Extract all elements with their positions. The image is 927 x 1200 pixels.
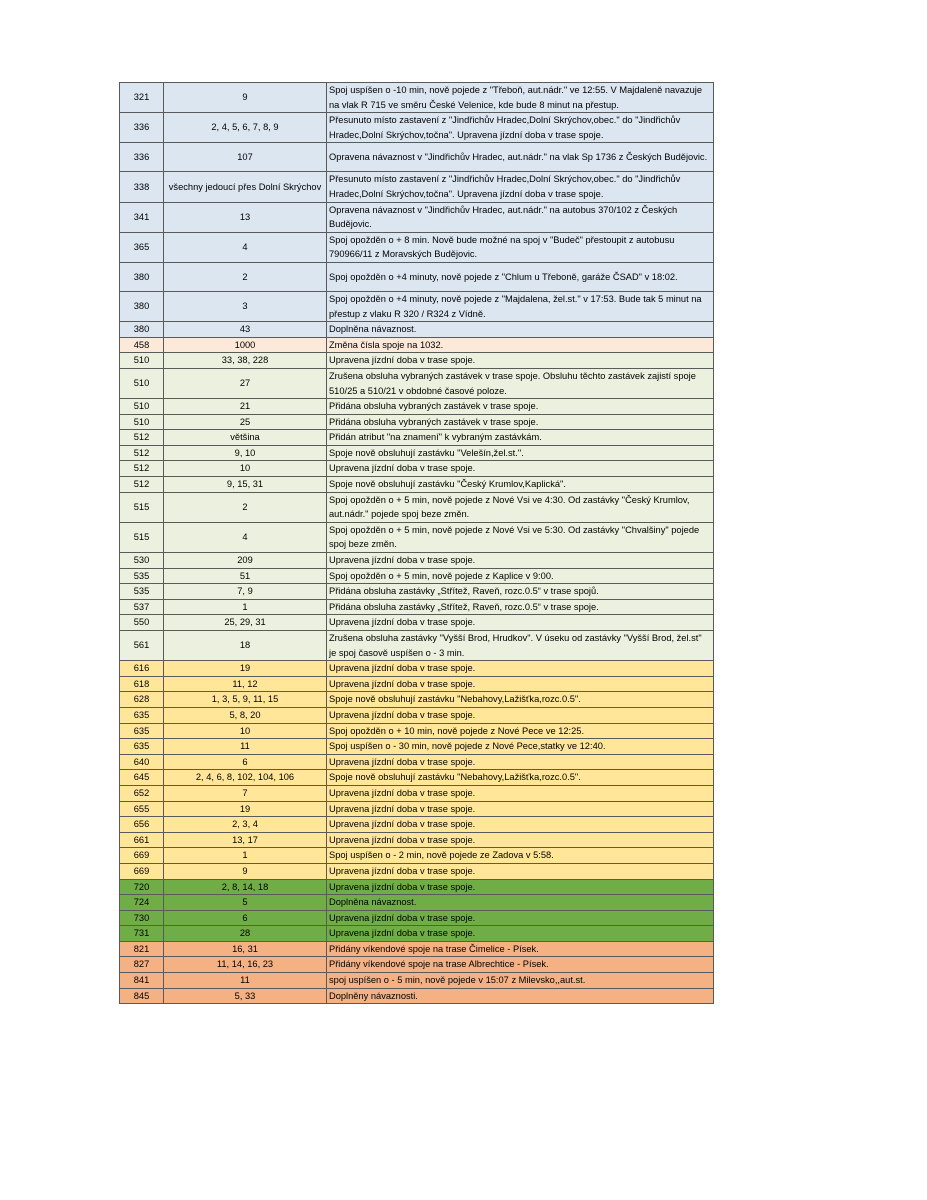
line-number-cell: 720 <box>120 879 164 895</box>
change-description-cell: Spoje nově obsluhují zastávku "Nebahovy,Lažišťka,rozc.0.5". <box>327 692 714 708</box>
change-description-cell: Spoj opožděn o + 5 min, nově pojede z Nové Vsi ve 4:30. Od zastávky "Český Krumlov, aut.nádr." pojede spoj beze změn. <box>327 492 714 522</box>
line-number-cell: 512 <box>120 430 164 446</box>
line-number-cell: 537 <box>120 599 164 615</box>
line-number-cell: 321 <box>120 83 164 113</box>
connection-numbers-cell: 5 <box>164 895 327 911</box>
change-description-cell: Přidána obsluha zastávky „Střítež, Raveň, rozc.0.5“ v trase spojů. <box>327 584 714 600</box>
change-description-cell: Upravena jízdní doba v trase spoje. <box>327 553 714 569</box>
line-number-cell: 380 <box>120 322 164 338</box>
line-number-cell: 841 <box>120 973 164 989</box>
change-description-cell: Opravena návaznost v "Jindřichův Hradec, aut.nádr." na vlak Sp 1736 z Českých Budějovic. <box>327 143 714 172</box>
line-number-cell: 341 <box>120 202 164 232</box>
timetable-changes-table <box>119 82 714 1004</box>
line-number-cell: 645 <box>120 770 164 786</box>
table-row <box>120 461 714 477</box>
table-row <box>120 83 714 113</box>
line-number-cell: 656 <box>120 817 164 833</box>
connection-numbers-cell: 1 <box>164 599 327 615</box>
change-description-cell: Upravena jízdní doba v trase spoje. <box>327 615 714 631</box>
change-description-cell: Spoj opožděn o + 5 min, nově pojede z Kaplice v 9:00. <box>327 568 714 584</box>
table-row <box>120 399 714 415</box>
connection-numbers-cell: 5, 33 <box>164 988 327 1004</box>
change-description-cell: Upravena jízdní doba v trase spoje. <box>327 879 714 895</box>
connection-numbers-cell: 1000 <box>164 337 327 353</box>
line-number-cell: 731 <box>120 926 164 942</box>
connection-numbers-cell: 19 <box>164 661 327 677</box>
table-row <box>120 832 714 848</box>
table-row <box>120 172 714 202</box>
connection-numbers-cell: 33, 38, 228 <box>164 353 327 369</box>
connection-numbers-cell: 27 <box>164 368 327 398</box>
connection-numbers-cell: 1, 3, 5, 9, 11, 15 <box>164 692 327 708</box>
line-number-cell: 336 <box>120 143 164 172</box>
table-row <box>120 584 714 600</box>
change-description-cell: Změna čísla spoje na 1032. <box>327 337 714 353</box>
table-row <box>120 770 714 786</box>
table-row <box>120 739 714 755</box>
table-row <box>120 322 714 338</box>
line-number-cell: 380 <box>120 291 164 321</box>
change-description-cell: Doplněna návaznost. <box>327 322 714 338</box>
table-row <box>120 568 714 584</box>
connection-numbers-cell: 13 <box>164 202 327 232</box>
table-row <box>120 353 714 369</box>
table-row <box>120 337 714 353</box>
change-description-cell: Přidána obsluha vybraných zastávek v trase spoje. <box>327 414 714 430</box>
table-row <box>120 801 714 817</box>
line-number-cell: 338 <box>120 172 164 202</box>
table-row <box>120 291 714 321</box>
line-number-cell: 515 <box>120 522 164 552</box>
table-row <box>120 895 714 911</box>
connection-numbers-cell: 2, 3, 4 <box>164 817 327 833</box>
table-row <box>120 262 714 291</box>
table-row <box>120 113 714 143</box>
connection-numbers-cell: 10 <box>164 461 327 477</box>
line-number-cell: 561 <box>120 631 164 661</box>
connection-numbers-cell: 6 <box>164 754 327 770</box>
table-row <box>120 676 714 692</box>
change-description-cell: Upravena jízdní doba v trase spoje. <box>327 926 714 942</box>
change-description-cell: Doplněny návaznosti. <box>327 988 714 1004</box>
table-row <box>120 661 714 677</box>
change-description-cell: Upravena jízdní doba v trase spoje. <box>327 676 714 692</box>
change-description-cell: Spoj uspíšen o - 30 min, nově pojede z Nové Pece,statky ve 12:40. <box>327 739 714 755</box>
connection-numbers-cell: 13, 17 <box>164 832 327 848</box>
table-row <box>120 368 714 398</box>
table-row <box>120 631 714 661</box>
change-description-cell: Zrušena obsluha vybraných zastávek v trase spoje. Obsluhu těchto zastávek zajistí spoje 510/25 a 510/21 v obdobné časové poloze. <box>327 368 714 398</box>
table-row <box>120 707 714 723</box>
line-number-cell: 530 <box>120 553 164 569</box>
change-description-cell: Přidány víkendové spoje na trase Albrechtice - Písek. <box>327 957 714 973</box>
change-description-cell: Upravena jízdní doba v trase spoje. <box>327 801 714 817</box>
change-description-cell: Doplněna návaznost. <box>327 895 714 911</box>
line-number-cell: 652 <box>120 785 164 801</box>
connection-numbers-cell: 43 <box>164 322 327 338</box>
connection-numbers-cell: 18 <box>164 631 327 661</box>
change-description-cell: Upravena jízdní doba v trase spoje. <box>327 785 714 801</box>
line-number-cell: 730 <box>120 910 164 926</box>
change-description-cell: Zrušena obsluha zastávky "Vyšší Brod, Hrudkov". V úseku od zastávky "Vyšší Brod, žel.st" je spoj časově uspíšen o - 3 min. <box>327 631 714 661</box>
connection-numbers-cell: 11 <box>164 973 327 989</box>
table-row <box>120 202 714 232</box>
change-description-cell: Přesunuto místo zastavení z "Jindřichův Hradec,Dolní Skrýchov,obec." do "Jindřichův Hradec,Dolní Skrýchov,točna". Upravena jízdní doba v trase spoje. <box>327 113 714 143</box>
change-description-cell: Přidán atribut "na znamení" k vybraným zastávkám. <box>327 430 714 446</box>
connection-numbers-cell: 11, 14, 16, 23 <box>164 957 327 973</box>
change-description-cell: Upravena jízdní doba v trase spoje. <box>327 353 714 369</box>
change-description-cell: Spoj opožděn o + 10 min, nově pojede z Nové Pece ve 12:25. <box>327 723 714 739</box>
connection-numbers-cell: 2 <box>164 262 327 291</box>
connection-numbers-cell: 2, 8, 14, 18 <box>164 879 327 895</box>
connection-numbers-cell: 9, 15, 31 <box>164 477 327 493</box>
table-row <box>120 599 714 615</box>
connection-numbers-cell: 28 <box>164 926 327 942</box>
table-row <box>120 817 714 833</box>
line-number-cell: 669 <box>120 863 164 879</box>
change-description-cell: Přesunuto místo zastavení z "Jindřichův Hradec,Dolní Skrýchov,obec." do "Jindřichův Hradec,Dolní Skrýchov,točna". Upravena jízdní doba v trase spoje. <box>327 172 714 202</box>
table-row <box>120 492 714 522</box>
table-row <box>120 430 714 446</box>
connection-numbers-cell: 9, 10 <box>164 445 327 461</box>
table-row <box>120 414 714 430</box>
connection-numbers-cell: 3 <box>164 291 327 321</box>
line-number-cell: 550 <box>120 615 164 631</box>
line-number-cell: 510 <box>120 399 164 415</box>
line-number-cell: 458 <box>120 337 164 353</box>
connection-numbers-cell: 9 <box>164 83 327 113</box>
connection-numbers-cell: 25, 29, 31 <box>164 615 327 631</box>
table-row <box>120 232 714 262</box>
change-description-cell: Spoj opožděn o + 8 min. Nově bude možné na spoj v "Budeč" přestoupit z autobusu 790966/11 z Moravských Budějovic. <box>327 232 714 262</box>
line-number-cell: 821 <box>120 941 164 957</box>
line-number-cell: 510 <box>120 353 164 369</box>
table-row <box>120 477 714 493</box>
change-description-cell: Upravena jízdní doba v trase spoje. <box>327 461 714 477</box>
table-row <box>120 957 714 973</box>
connection-numbers-cell: 51 <box>164 568 327 584</box>
table-row <box>120 522 714 552</box>
line-number-cell: 661 <box>120 832 164 848</box>
connection-numbers-cell: 9 <box>164 863 327 879</box>
table-row <box>120 988 714 1004</box>
line-number-cell: 635 <box>120 707 164 723</box>
line-number-cell: 635 <box>120 723 164 739</box>
connection-numbers-cell: 209 <box>164 553 327 569</box>
connection-numbers-cell: 2, 4, 5, 6, 7, 8, 9 <box>164 113 327 143</box>
change-description-cell: Spoj opožděn o + 5 min, nově pojede z Nové Vsi ve 5:30. Od zastávky "Chvalšiny" pojede spoj beze změn. <box>327 522 714 552</box>
table-row <box>120 143 714 172</box>
change-description-cell: Přidána obsluha vybraných zastávek v trase spoje. <box>327 399 714 415</box>
connection-numbers-cell: 4 <box>164 522 327 552</box>
change-description-cell: Upravena jízdní doba v trase spoje. <box>327 707 714 723</box>
change-description-cell: Přidány víkendové spoje na trase Čimelice - Písek. <box>327 941 714 957</box>
table-row <box>120 879 714 895</box>
line-number-cell: 336 <box>120 113 164 143</box>
connection-numbers-cell: 11, 12 <box>164 676 327 692</box>
connection-numbers-cell: 4 <box>164 232 327 262</box>
table-row <box>120 941 714 957</box>
connection-numbers-cell: 107 <box>164 143 327 172</box>
change-description-cell: Upravena jízdní doba v trase spoje. <box>327 832 714 848</box>
connection-numbers-cell: většina <box>164 430 327 446</box>
change-description-cell: Spoj opožděn o +4 minuty, nově pojede z "Majdalena, žel.st." v 17:53. Bude tak 5 minut na přestup z vlaku R 320 / R324 z Vídně. <box>327 291 714 321</box>
change-description-cell: Spoje nově obsluhují zastávku "Nebahovy,Lažišťka,rozc.0.5". <box>327 770 714 786</box>
line-number-cell: 365 <box>120 232 164 262</box>
change-description-cell: Přidána obsluha zastávky „Střítež, Raveň, rozc.0.5“ v trase spoje. <box>327 599 714 615</box>
connection-numbers-cell: 2 <box>164 492 327 522</box>
line-number-cell: 380 <box>120 262 164 291</box>
connection-numbers-cell: 25 <box>164 414 327 430</box>
connection-numbers-cell: 5, 8, 20 <box>164 707 327 723</box>
connection-numbers-cell: 1 <box>164 848 327 864</box>
line-number-cell: 724 <box>120 895 164 911</box>
connection-numbers-cell: všechny jedoucí přes Dolní Skrýchov <box>164 172 327 202</box>
connection-numbers-cell: 2, 4, 6, 8, 102, 104, 106 <box>164 770 327 786</box>
line-number-cell: 618 <box>120 676 164 692</box>
change-description-cell: Spoj opožděn o +4 minuty, nově pojede z "Chlum u Třeboně, garáže ČSAD" v 18:02. <box>327 262 714 291</box>
line-number-cell: 535 <box>120 568 164 584</box>
line-number-cell: 510 <box>120 368 164 398</box>
change-description-cell: Upravena jízdní doba v trase spoje. <box>327 910 714 926</box>
line-number-cell: 535 <box>120 584 164 600</box>
table-body <box>120 83 714 1004</box>
change-description-cell: Upravena jízdní doba v trase spoje. <box>327 661 714 677</box>
line-number-cell: 628 <box>120 692 164 708</box>
line-number-cell: 635 <box>120 739 164 755</box>
table-row <box>120 445 714 461</box>
line-number-cell: 827 <box>120 957 164 973</box>
line-number-cell: 512 <box>120 445 164 461</box>
line-number-cell: 655 <box>120 801 164 817</box>
table-row <box>120 910 714 926</box>
change-description-cell: Spoje nově obsluhují zastávku "Český Krumlov,Kaplická". <box>327 477 714 493</box>
table-row <box>120 723 714 739</box>
connection-numbers-cell: 11 <box>164 739 327 755</box>
connection-numbers-cell: 21 <box>164 399 327 415</box>
table-row <box>120 754 714 770</box>
connection-numbers-cell: 7, 9 <box>164 584 327 600</box>
table-row <box>120 615 714 631</box>
line-number-cell: 510 <box>120 414 164 430</box>
table-row <box>120 926 714 942</box>
line-number-cell: 512 <box>120 461 164 477</box>
change-description-cell: spoj uspíšen o - 5 min, nově pojede v 15:07 z Milevsko,,aut.st. <box>327 973 714 989</box>
connection-numbers-cell: 7 <box>164 785 327 801</box>
line-number-cell: 616 <box>120 661 164 677</box>
table-row <box>120 863 714 879</box>
change-description-cell: Upravena jízdní doba v trase spoje. <box>327 754 714 770</box>
line-number-cell: 669 <box>120 848 164 864</box>
line-number-cell: 512 <box>120 477 164 493</box>
change-description-cell: Opravena návaznost v "Jindřichův Hradec, aut.nádr." na autobus 370/102 z Českých Budějovic. <box>327 202 714 232</box>
line-number-cell: 640 <box>120 754 164 770</box>
line-number-cell: 515 <box>120 492 164 522</box>
table-row <box>120 785 714 801</box>
change-description-cell: Spoj uspíšen o -10 min, nově pojede z "Třeboň, aut.nádr." ve 12:55. V Majdaleně navazuje na vlak R 715 ve směru České Velenice, kde bude 8 minut na přestup. <box>327 83 714 113</box>
change-description-cell: Upravena jízdní doba v trase spoje. <box>327 817 714 833</box>
table-row <box>120 553 714 569</box>
table-row <box>120 692 714 708</box>
change-description-cell: Spoj uspíšen o - 2 min, nově pojede ze Zadova v 5:58. <box>327 848 714 864</box>
connection-numbers-cell: 16, 31 <box>164 941 327 957</box>
change-description-cell: Upravena jízdní doba v trase spoje. <box>327 863 714 879</box>
connection-numbers-cell: 10 <box>164 723 327 739</box>
connection-numbers-cell: 19 <box>164 801 327 817</box>
table-row <box>120 848 714 864</box>
change-description-cell: Spoje nově obsluhují zastávku "Velešín,žel.st.". <box>327 445 714 461</box>
connection-numbers-cell: 6 <box>164 910 327 926</box>
line-number-cell: 845 <box>120 988 164 1004</box>
table-row <box>120 973 714 989</box>
